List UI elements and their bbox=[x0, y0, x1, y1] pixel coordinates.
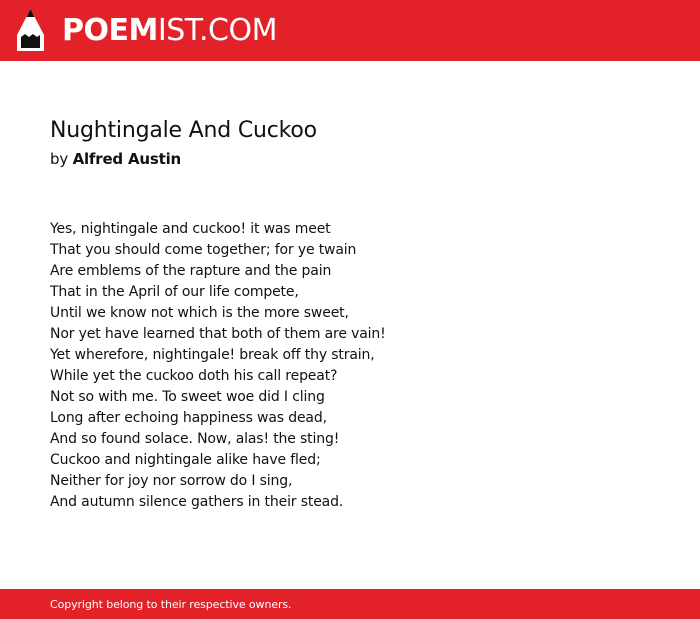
copyright-notice: Copyright belong to their respective owners. bbox=[50, 598, 292, 611]
byline bbox=[50, 149, 181, 169]
poem-line: Not so with me. To sweet woe did I cling bbox=[50, 389, 325, 405]
poem-line: Until we know not which is the more sweet, bbox=[50, 305, 349, 321]
poem-line: Yes, nightingale and cuckoo! it was meet bbox=[50, 221, 331, 237]
site-logo-text[interactable] bbox=[62, 13, 277, 49]
poem-line: Neither for joy nor sorrow do I sing, bbox=[50, 473, 293, 489]
poem-line: Long after echoing happiness was dead, bbox=[50, 410, 327, 426]
brand-bold-text: POEM bbox=[62, 13, 158, 48]
poem-line: Cuckoo and nightingale alike have fled; bbox=[50, 452, 321, 468]
site-header bbox=[0, 0, 700, 61]
author-name: Alfred Austin bbox=[72, 150, 181, 168]
poem-line: While yet the cuckoo doth his call repeat? bbox=[50, 368, 338, 384]
poem-line: That you should come together; for ye twain bbox=[50, 242, 357, 258]
brand-light-text: IST.COM bbox=[157, 13, 277, 48]
poem-line: And autumn silence gathers in their stead. bbox=[50, 494, 344, 510]
poem-title: Nughtingale And Cuckoo bbox=[50, 118, 317, 143]
poem-body bbox=[50, 219, 386, 513]
poem-line: And so found solace. Now, alas! the sting! bbox=[50, 431, 340, 447]
poem-line: Are emblems of the rapture and the pain bbox=[50, 263, 332, 279]
poem-line: Yet wherefore, nightingale! break off thy strain, bbox=[50, 347, 375, 363]
pencil-logo-icon[interactable] bbox=[17, 9, 44, 51]
poem-line: That in the April of our life compete, bbox=[50, 284, 299, 300]
site-footer bbox=[0, 589, 700, 619]
by-label: by bbox=[50, 150, 68, 168]
poem-line: Nor yet have learned that both of them are vain! bbox=[50, 326, 386, 342]
